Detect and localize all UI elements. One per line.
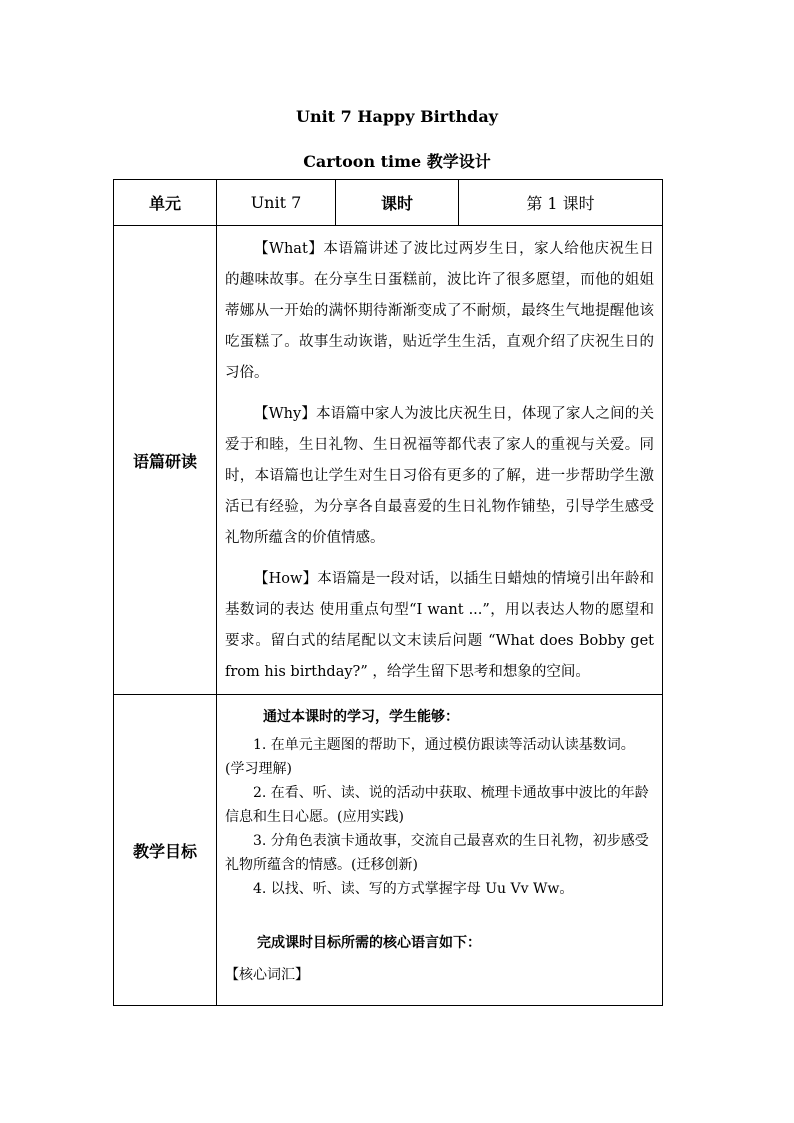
header-row (114, 180, 663, 226)
document-subtitle: Cartoon time 教学设计 (303, 152, 491, 171)
unit-label: 单元 (114, 180, 217, 226)
objectives-content (217, 695, 663, 1006)
objective-item-2: 2. 在看、听、读、说的活动中获取、梳理卡通故事中波比的年龄信息和生日心愿。(应用实践) (225, 785, 649, 825)
period-label: 课时 (336, 180, 459, 226)
unit-value: Unit 7 (217, 180, 336, 226)
objectives-lead: 通过本课时的学习，学生能够： (263, 709, 459, 725)
objective-item-3: 3. 分角色表演卡通故事，交流自己最喜欢的生日礼物，初步感受礼物所蕴含的情感。(迁移创新) (225, 833, 649, 873)
core-language-lead: 完成课时目标所需的核心语言如下： (257, 935, 481, 951)
reading-row (114, 226, 663, 695)
document-title: Unit 7 Happy Birthday (296, 107, 498, 126)
core-vocab-heading: 【核心词汇】 (225, 967, 309, 983)
lesson-plan-table (113, 179, 663, 1006)
how-paragraph: 【How】本语篇是一段对话，以插生日蜡烛的情境引出年龄和基数词的表达 使用重点句型“I want ...”，用以表达人物的愿望和要求。留白式的结尾配以文末读后问题 “What does Bobby get from his birthday?” ，给学生留下思考和想象的空间。 (225, 571, 654, 680)
why-paragraph: 【Why】本语篇中家人为波比庆祝生日，体现了家人之间的关爱于和睦，生日礼物、生日祝福等都代表了家人的重视与关爱。同时，本语篇也让学生对生日习俗有更多的了解，进一步帮助学生激活已有经验，为分享各自最喜爱的生日礼物作铺垫，引导学生感受礼物所蕴含的价值情感。 (225, 406, 654, 546)
reading-label: 语篇研读 (114, 226, 217, 695)
objective-item-1: 1. 在单元主题图的帮助下，通过模仿跟读等活动认读基数词。(学习理解) (225, 737, 635, 777)
objectives-row (114, 695, 663, 1006)
reading-content (217, 226, 663, 695)
objective-item-4: 4. 以找、听、读、写的方式掌握字母 Uu Vv Ww。 (253, 881, 574, 897)
what-paragraph: 【What】本语篇讲述了波比过两岁生日，家人给他庆祝生日的趣味故事。在分享生日蛋糕前，波比许了很多愿望，而他的姐姐蒂娜从一开始的满怀期待渐渐变成了不耐烦，最终生气地提醒他该吃蛋糕了。故事生动诙谐，贴近学生生活，直观介绍了庆祝生日的习俗。 (225, 241, 654, 381)
objectives-label: 教学目标 (114, 695, 217, 1006)
period-value: 第 1 课时 (459, 180, 663, 226)
